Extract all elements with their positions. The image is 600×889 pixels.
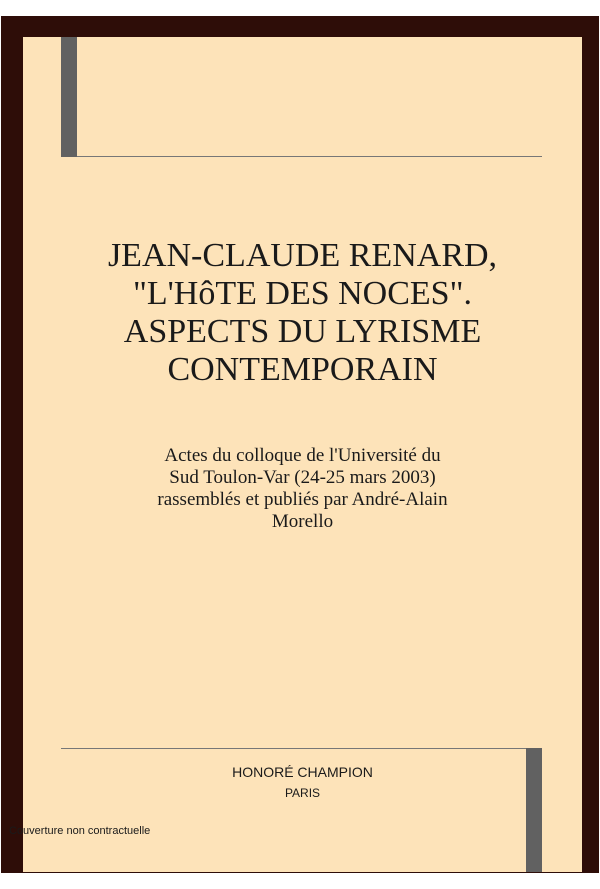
subtitle-line: Actes du colloque de l'Université du [164, 445, 441, 466]
book-cover [23, 37, 582, 872]
title-line: ASPECTS DU LYRISME [123, 313, 482, 350]
subtitle-line: Morello [271, 511, 334, 532]
book-subtitle [23, 445, 582, 533]
publisher-city: PARIS [284, 786, 321, 800]
bottom-rule [61, 748, 526, 749]
book-cover-frame [1, 16, 599, 873]
top-rule [77, 156, 542, 157]
book-title [23, 237, 582, 389]
title-line: CONTEMPORAIN [167, 351, 438, 388]
top-decorative-bar [61, 37, 77, 157]
subtitle-line: rassemblés et publiés par André-Alain [157, 489, 448, 510]
subtitle-line: Sud Toulon-Var (24-25 mars 2003) [169, 467, 436, 488]
cover-disclaimer: Couverture non contractuelle [9, 825, 151, 837]
publisher-name: HONORÉ CHAMPION [232, 764, 373, 780]
title-line: "L'HôTE DES NOCES". [133, 275, 472, 312]
title-line: JEAN-CLAUDE RENARD, [107, 237, 498, 274]
